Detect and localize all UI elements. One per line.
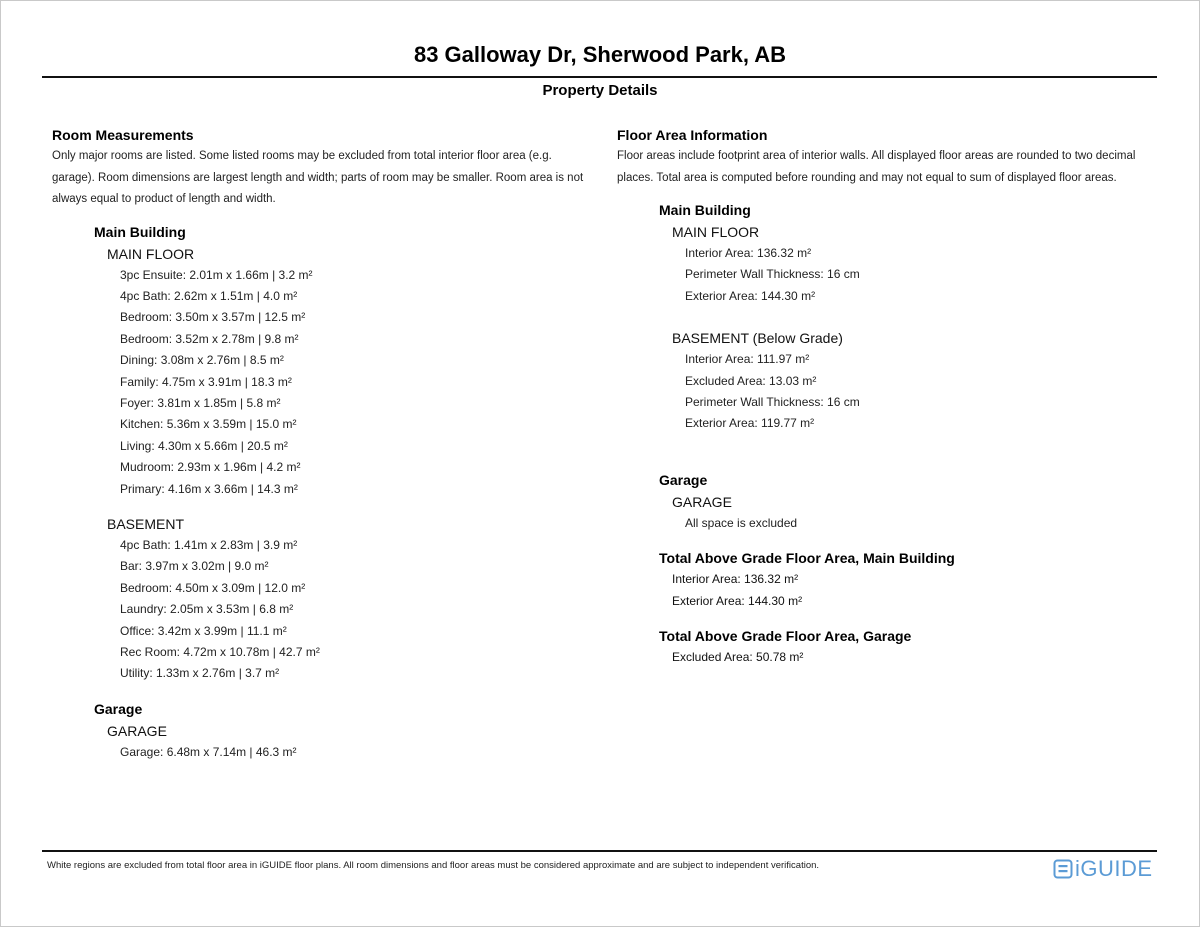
floor-area-tree — [617, 199, 1157, 668]
room-item: 4pc Bath: 1.41m x 2.83m | 3.9 m² — [120, 537, 298, 552]
garage-title: Garage — [94, 700, 143, 717]
fa-garage-title: Garage — [659, 471, 708, 488]
iguide-logo-icon — [1053, 859, 1073, 879]
room-item: Bar: 3.97m x 3.02m | 9.0 m² — [120, 559, 269, 574]
room-item: Mudroom: 2.93m x 1.96m | 4.2 m² — [120, 460, 301, 475]
main-floor-label: MAIN FLOOR — [107, 245, 195, 262]
room-measurements-title: Room Measurements — [52, 127, 194, 143]
area-line: Exterior Area: 144.30 m² — [685, 288, 816, 303]
floor-area-description: Floor areas include footprint area of interior walls. All displayed floor areas are rounded to two decimal places. Total area is computed before rounding and may not equal to sum of displayed floor areas. — [617, 150, 1136, 184]
area-line: Exterior Area: 119.77 m² — [685, 416, 815, 431]
room-item: Laundry: 2.05m x 3.53m | 6.8 m² — [120, 602, 294, 617]
room-item: Foyer: 3.81m x 1.85m | 5.8 m² — [120, 395, 281, 410]
fa-basement-label: BASEMENT (Below Grade) — [672, 330, 843, 347]
main-building-title: Main Building — [94, 223, 186, 240]
room-measurements-description: Only major rooms are listed. Some listed rooms may be excluded from total interior floor area (e.g. garage). Room dimensions are largest length and width; parts of room may be smaller. Room area is not always equal to product of length and width. — [52, 150, 584, 205]
footer-divider — [42, 850, 1157, 852]
total-main-interior: Interior Area: 136.32 m² — [672, 572, 799, 587]
area-line: Interior Area: 136.32 m² — [685, 246, 812, 260]
area-line: Interior Area: 111.97 m² — [685, 352, 810, 367]
room-item: Bedroom: 3.52m x 2.78m | 9.8 m² — [120, 331, 299, 346]
room-item: Living: 4.30m x 5.66m | 20.5 m² — [120, 438, 288, 453]
header-divider — [42, 76, 1157, 78]
basement-label: BASEMENT — [107, 515, 185, 532]
main-floor-room-list — [94, 265, 597, 500]
fa-main-floor-label: MAIN FLOOR — [672, 224, 760, 240]
room-item: Bedroom: 3.50m x 3.57m | 12.5 m² — [120, 310, 306, 325]
area-line: Perimeter Wall Thickness: 16 cm — [685, 267, 860, 282]
room-tree — [52, 221, 597, 764]
footer-disclaimer: White regions are excluded from total floor area in iGUIDE floor plans. All room dimensions and floor areas must be considered approximate and are subject to independent verification. — [47, 860, 820, 871]
room-item: Dining: 3.08m x 2.76m | 8.5 m² — [120, 353, 284, 368]
room-item: Bedroom: 4.50m x 3.09m | 12.0 m² — [120, 580, 306, 595]
room-item: Rec Room: 4.72m x 10.78m | 42.7 m² — [120, 645, 320, 659]
brand-logo — [1053, 854, 1153, 884]
room-item: Family: 4.75m x 3.91m | 18.3 m² — [120, 374, 292, 389]
room-item: Utility: 1.33m x 2.76m | 3.7 m² — [120, 666, 280, 681]
room-item: 4pc Bath: 2.62m x 1.51m | 4.0 m² — [120, 288, 298, 303]
brand-name: iGUIDE — [1075, 856, 1153, 881]
room-measurements-section — [52, 126, 597, 763]
total-garage-excluded: Excluded Area: 50.78 m² — [672, 650, 804, 665]
room-item: Garage: 6.48m x 7.14m | 46.3 m² — [120, 744, 297, 759]
total-garage-title: Total Above Grade Floor Area, Garage — [659, 628, 912, 645]
room-item: 3pc Ensuite: 2.01m x 1.66m | 3.2 m² — [120, 267, 313, 282]
room-item: Primary: 4.16m x 3.66m | 14.3 m² — [120, 481, 298, 496]
room-item: Office: 3.42m x 3.99m | 11.1 m² — [120, 623, 287, 638]
fa-garage-floor-label: GARAGE — [672, 493, 732, 510]
garage-note: All space is excluded — [685, 515, 798, 530]
page-subtitle: Property Details — [542, 82, 658, 99]
area-line: Excluded Area: 13.03 m² — [685, 373, 817, 388]
fa-main-building-title: Main Building — [659, 202, 751, 218]
garage-floor-label: GARAGE — [107, 722, 167, 739]
total-main-title: Total Above Grade Floor Area, Main Building — [659, 550, 955, 567]
area-line: Perimeter Wall Thickness: 16 cm — [685, 395, 860, 410]
page-title: 83 Galloway Dr, Sherwood Park, AB — [413, 42, 787, 67]
floor-area-title: Floor Area Information — [617, 127, 768, 143]
basement-room-list — [94, 535, 597, 685]
total-main-exterior: Exterior Area: 144.30 m² — [672, 593, 803, 608]
floor-area-section — [617, 126, 1157, 668]
room-item: Kitchen: 5.36m x 3.59m | 15.0 m² — [120, 417, 297, 432]
